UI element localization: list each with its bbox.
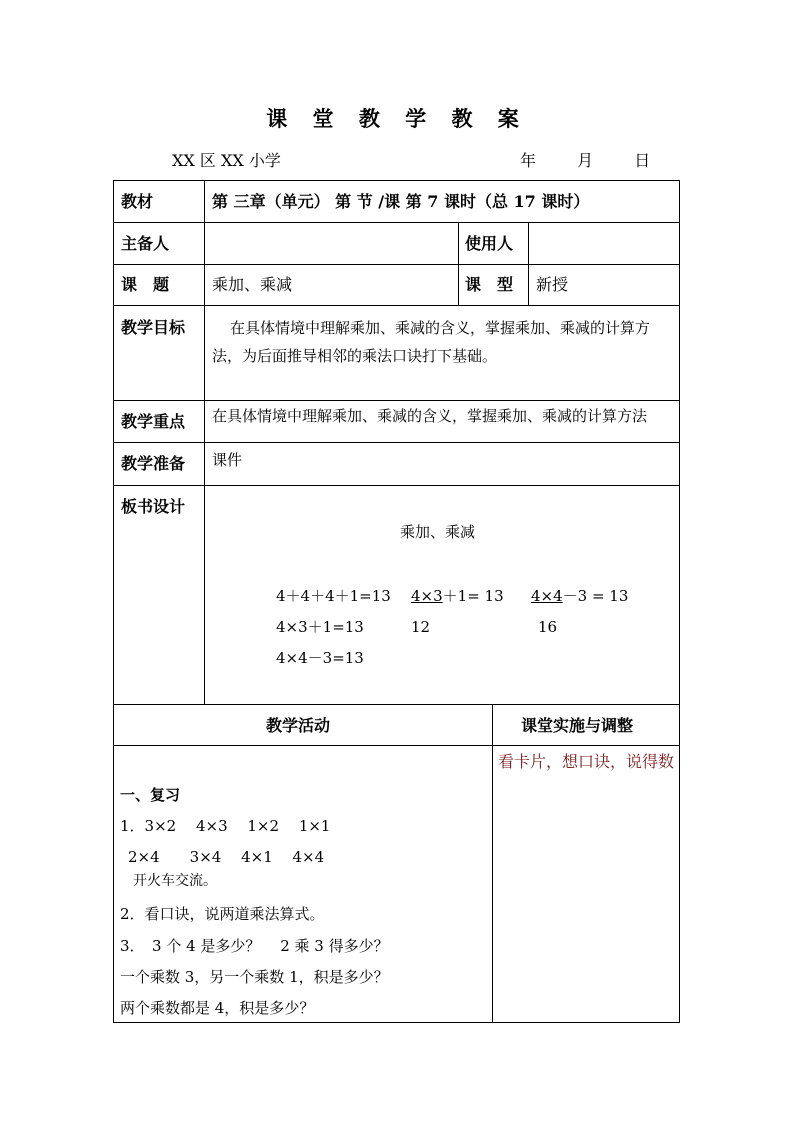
activity-line: 2×4 3×4 4×1 4×4 — [128, 848, 325, 866]
material-value: 第 三章（单元） 第 节 /课 第 7 课时（总 17 课时） — [212, 192, 590, 211]
type-label: 课 型 — [465, 275, 514, 294]
board-formula: 4×4－3=13 — [276, 649, 364, 667]
preparer-label: 主备人 — [121, 234, 170, 253]
material-label: 教材 — [121, 192, 154, 211]
date-line — [520, 148, 670, 171]
activity-line: 两个乘数都是 4，积是多少？ — [120, 999, 315, 1017]
adjust-header: 课堂实施与调整 — [521, 716, 634, 735]
row-divider — [113, 400, 680, 401]
activity-line: 开火车交流。 — [133, 873, 217, 889]
board-formula-underlined: 4×4 — [531, 587, 563, 605]
row-divider — [113, 264, 680, 265]
board-formula — [531, 586, 628, 606]
board-label: 板书设计 — [121, 497, 186, 516]
key-label: 教学重点 — [121, 412, 186, 431]
date-year: 年 — [520, 151, 537, 170]
board-heading: 乘加、乘减 — [400, 523, 476, 541]
row-divider — [113, 442, 680, 443]
board-formula: 4＋4＋4＋1=13 — [276, 587, 391, 605]
row-divider — [113, 305, 680, 306]
review-title: 一、复习 — [120, 786, 181, 804]
goal-value: 在具体情境中理解乘加、乘减的含义，掌握乘加、乘减的计算方法，为后面推导相邻的乘法口诀打下基础。 — [212, 319, 651, 365]
row-divider — [113, 704, 680, 705]
column-divider — [492, 704, 493, 1023]
goal-label: 教学目标 — [121, 318, 186, 337]
column-divider — [528, 222, 529, 305]
key-value: 在具体情境中理解乘加、乘减的含义，掌握乘加、乘减的计算方法 — [212, 407, 648, 425]
board-formula — [411, 586, 504, 606]
row-divider — [113, 222, 680, 223]
board-formula-rest: ＋1= 13 — [442, 587, 504, 605]
board-product: 16 — [538, 618, 558, 636]
board-product: 12 — [411, 618, 431, 636]
column-divider — [458, 222, 459, 305]
date-month: 月 — [577, 151, 594, 170]
row-divider — [113, 485, 680, 486]
row-divider — [113, 745, 680, 746]
school-name: XX 区 XX 小学 — [172, 151, 281, 170]
type-value: 新授 — [536, 275, 569, 294]
column-divider — [204, 180, 205, 704]
activities-header: 教学活动 — [266, 716, 331, 735]
prep-value: 课件 — [212, 451, 243, 469]
activity-line: 3． 3 个 4 是多少？ 2 乘 3 得多少？ — [120, 937, 389, 955]
board-formula: 4×3＋1=13 — [276, 618, 364, 636]
prep-label: 教学准备 — [121, 454, 186, 473]
user-label: 使用人 — [465, 234, 514, 253]
date-day: 日 — [634, 151, 651, 170]
topic-label: 课 题 — [121, 275, 170, 294]
adjust-note: 看卡片，想口诀，说得数 — [498, 752, 675, 771]
activity-line: 一个乘数 3，另一个乘数 1，积是多少？ — [120, 968, 389, 986]
activity-line: 1．3×2 4×3 1×2 1×1 — [120, 817, 331, 835]
board-formula-underlined: 4×3 — [411, 587, 443, 605]
topic-value: 乘加、乘减 — [212, 275, 293, 294]
activity-line: 2．看口诀，说两道乘法算式。 — [120, 905, 325, 923]
board-formula-rest: －3 = 13 — [562, 587, 629, 605]
page-title: 课 堂 教 学 教 案 — [266, 106, 528, 131]
